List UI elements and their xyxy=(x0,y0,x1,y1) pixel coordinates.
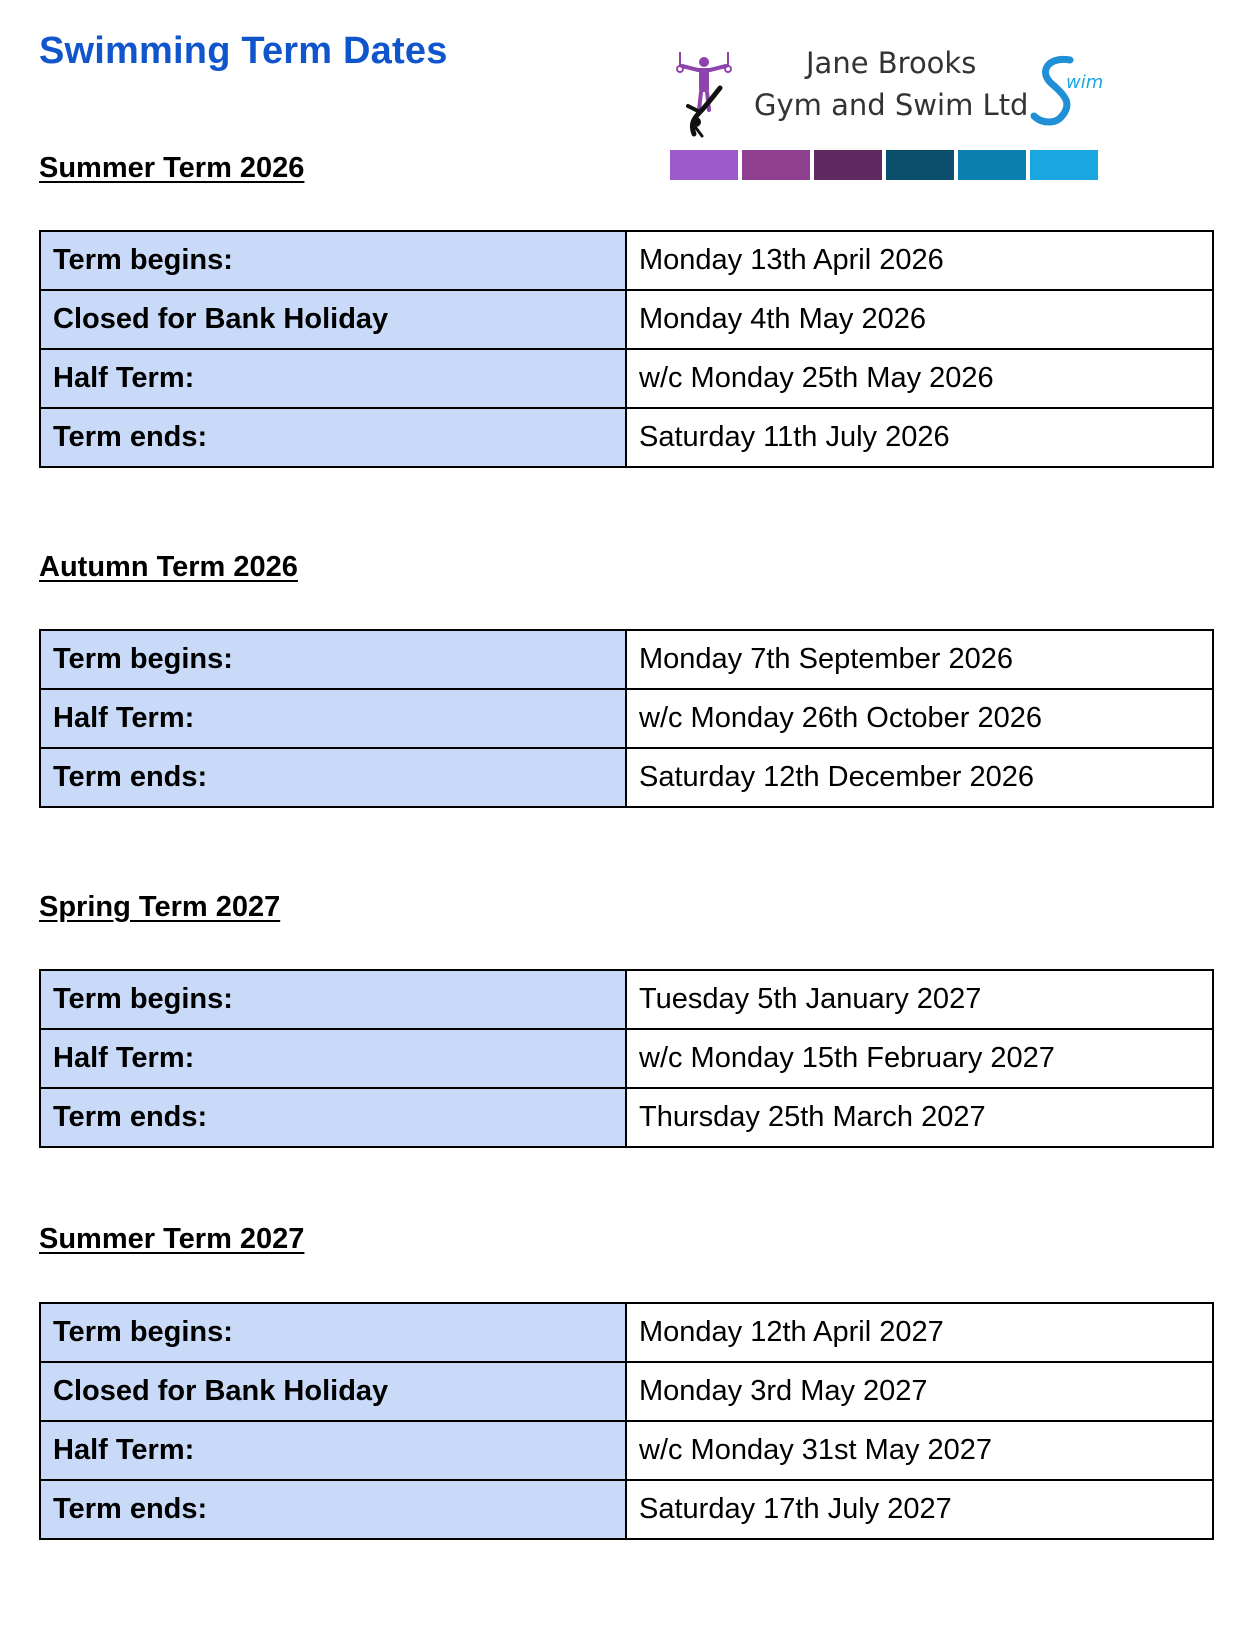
row-label: Half Term: xyxy=(40,349,626,408)
table-row xyxy=(40,290,1213,349)
row-label: Term ends: xyxy=(40,1480,626,1539)
term-heading: Summer Term 2026 xyxy=(39,152,305,184)
row-value: w/c Monday 15th February 2027 xyxy=(626,1029,1213,1088)
row-label: Term begins: xyxy=(40,231,626,290)
term-table xyxy=(39,629,1214,808)
row-value: Thursday 25th March 2027 xyxy=(626,1088,1213,1147)
row-value: Monday 13th April 2026 xyxy=(626,231,1213,290)
row-label: Term ends: xyxy=(40,1088,626,1147)
row-value: Tuesday 5th January 2027 xyxy=(626,970,1213,1029)
table-row xyxy=(40,1303,1213,1362)
table-row xyxy=(40,349,1213,408)
logo-company-line: Gym and Swim Ltd xyxy=(754,88,1029,122)
row-label: Term begins: xyxy=(40,1303,626,1362)
term-section xyxy=(39,1223,1214,1525)
table-row xyxy=(40,1480,1213,1539)
row-label: Term ends: xyxy=(40,408,626,467)
term-table xyxy=(39,230,1214,468)
term-section xyxy=(39,891,1214,1133)
logo-name-line: Jane Brooks xyxy=(806,46,977,80)
row-label: Half Term: xyxy=(40,1029,626,1088)
row-value: Monday 4th May 2026 xyxy=(626,290,1213,349)
term-heading: Autumn Term 2026 xyxy=(39,551,298,583)
row-label: Closed for Bank Holiday xyxy=(40,1362,626,1421)
page-title: Swimming Term Dates xyxy=(39,30,448,72)
swim-mark-text: wim xyxy=(1066,72,1104,93)
table-row xyxy=(40,689,1213,748)
term-table xyxy=(39,1302,1214,1540)
row-value: Saturday 17th July 2027 xyxy=(626,1480,1213,1539)
table-row xyxy=(40,231,1213,290)
row-value: w/c Monday 25th May 2026 xyxy=(626,349,1213,408)
row-label: Term ends: xyxy=(40,748,626,807)
term-section xyxy=(39,152,1214,453)
term-heading: Spring Term 2027 xyxy=(39,891,281,923)
table-row xyxy=(40,748,1213,807)
row-label: Half Term: xyxy=(40,1421,626,1480)
term-section xyxy=(39,551,1214,793)
swim-logo-icon xyxy=(1026,52,1106,137)
term-heading: Summer Term 2027 xyxy=(39,1223,305,1255)
row-value: Monday 7th September 2026 xyxy=(626,630,1213,689)
row-label: Closed for Bank Holiday xyxy=(40,290,626,349)
gymnast-icon xyxy=(672,48,736,143)
row-label: Half Term: xyxy=(40,689,626,748)
table-row xyxy=(40,1029,1213,1088)
row-value: w/c Monday 31st May 2027 xyxy=(626,1421,1213,1480)
table-row xyxy=(40,1362,1213,1421)
row-value: Saturday 11th July 2026 xyxy=(626,408,1213,467)
row-value: Saturday 12th December 2026 xyxy=(626,748,1213,807)
row-label: Term begins: xyxy=(40,630,626,689)
row-value: Monday 3rd May 2027 xyxy=(626,1362,1213,1421)
table-row xyxy=(40,408,1213,467)
table-row xyxy=(40,1088,1213,1147)
term-table xyxy=(39,969,1214,1148)
table-row xyxy=(40,1421,1213,1480)
row-label: Term begins: xyxy=(40,970,626,1029)
row-value: w/c Monday 26th October 2026 xyxy=(626,689,1213,748)
table-row xyxy=(40,630,1213,689)
row-value: Monday 12th April 2027 xyxy=(626,1303,1213,1362)
table-row xyxy=(40,970,1213,1029)
